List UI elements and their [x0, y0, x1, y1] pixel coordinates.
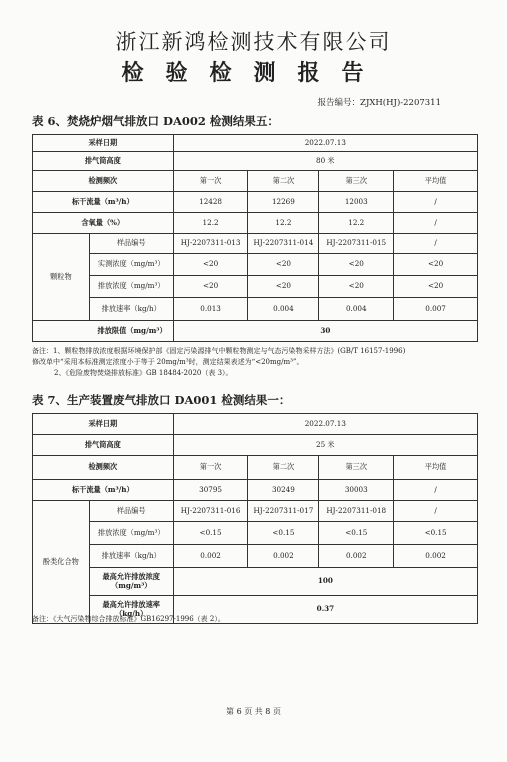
table6 — [32, 134, 478, 342]
table-row — [33, 321, 478, 342]
cell-value: 100 — [173, 568, 477, 596]
cell-value: 0.37 — [173, 596, 477, 624]
cell-value: <20 — [248, 254, 319, 276]
cell-value: / — [394, 192, 478, 213]
cell-label: 排放浓度（mg/m³） — [89, 276, 173, 298]
report-title: 检验检测报告 — [121, 61, 386, 86]
table-row — [33, 522, 478, 545]
cell-label: 采样日期 — [33, 135, 174, 152]
cell-label: 排放浓度（mg/m³） — [89, 522, 173, 545]
cell-value: 0.002 — [394, 545, 478, 568]
cell-value: 30 — [173, 321, 477, 342]
cell-value: / — [394, 234, 478, 254]
cell-value: 第一次 — [173, 171, 248, 192]
cell-value: <20 — [248, 276, 319, 298]
label-line: 最高允许排放速率 — [102, 600, 160, 610]
cell-value: <0.15 — [319, 522, 394, 545]
cell-label: 排放速率（kg/h） — [89, 298, 173, 321]
cell-value: HJ-2207311-016 — [173, 501, 248, 522]
table-row — [33, 213, 478, 234]
cell-value: <0.15 — [248, 522, 319, 545]
cell-value: 30003 — [319, 480, 394, 501]
cell-value: 12.2 — [319, 213, 394, 234]
page-number: 第 6 页 共 8 页 — [226, 707, 281, 716]
cell-label: 排气筒高度 — [33, 152, 174, 171]
cell-value: / — [394, 213, 478, 234]
cell-value: 12.2 — [248, 213, 319, 234]
cell-label: 样品编号 — [89, 234, 173, 254]
cell-value: 12.2 — [173, 213, 248, 234]
cell-value: 第二次 — [248, 171, 319, 192]
cell-value: 25 米 — [173, 435, 477, 456]
cell-value: 0.002 — [173, 545, 248, 568]
label-line: （mg/m³） — [111, 580, 152, 590]
cell-value: 第一次 — [173, 456, 248, 480]
cell-value: <20 — [319, 254, 394, 276]
cell-value: HJ-2207311-015 — [319, 234, 394, 254]
cell-label: 含氧量（%） — [33, 213, 174, 234]
cell-value: HJ-2207311-017 — [248, 501, 319, 522]
cell-label: 样品编号 — [89, 501, 173, 522]
cell-label: 采样日期 — [33, 414, 174, 435]
pollutant-cell: 酚类化合物 — [33, 501, 90, 624]
cell-value: <0.15 — [394, 522, 478, 545]
table6-note — [32, 346, 478, 379]
table-row — [33, 171, 478, 192]
cell-value: 30249 — [248, 480, 319, 501]
table-row — [33, 545, 478, 568]
label-line: （kg/h） — [115, 608, 148, 618]
table7 — [32, 413, 478, 624]
table-row — [33, 414, 478, 435]
cell-label: 标干流量（m³/h） — [33, 480, 174, 501]
company-name: 浙江新鸿检测技术有限公司 — [115, 30, 392, 54]
cell-value: <20 — [394, 276, 478, 298]
report-number: 报告编号：ZJXH(HJ)-2207311 — [317, 98, 441, 108]
cell-value: 2022.07.13 — [173, 414, 477, 435]
cell-value: 平均值 — [394, 456, 478, 480]
label-line: 最高允许排放浓度 — [102, 572, 160, 582]
cell-label: 排放速率（kg/h） — [89, 545, 173, 568]
cell-value: 第二次 — [248, 456, 319, 480]
cell-value: 80 米 — [173, 152, 477, 171]
cell-value: 平均值 — [394, 171, 478, 192]
table-row — [33, 501, 478, 522]
table-row — [33, 456, 478, 480]
table-row — [33, 276, 478, 298]
cell-value: <20 — [173, 254, 248, 276]
cell-value: 12428 — [173, 192, 248, 213]
cell-value: 0.004 — [248, 298, 319, 321]
table-row — [33, 435, 478, 456]
table6-title: 表 6、焚烧炉烟气排放口 DA002 检测结果五： — [32, 114, 279, 128]
cell-value: 第三次 — [319, 171, 394, 192]
table-row — [33, 234, 478, 254]
cell-value: 0.007 — [394, 298, 478, 321]
cell-value: 第三次 — [319, 456, 394, 480]
note-line: 修改单中“采用本标准测定浓度小于等于 20mg/m³时，测定结果表述为“<20mg/m³”。 — [32, 358, 304, 366]
cell-value: / — [394, 480, 478, 501]
note-line: 2、《危险废物焚烧排放标准》GB 18484-2020（表 3）。 — [54, 369, 233, 377]
table-row — [33, 152, 478, 171]
cell-label: 实测浓度（mg/m³） — [89, 254, 173, 276]
cell-value: 0.004 — [319, 298, 394, 321]
table7-title: 表 7、生产装置废气排放口 DA001 检测结果一： — [32, 393, 291, 407]
cell-value: HJ-2207311-018 — [319, 501, 394, 522]
table-row — [33, 254, 478, 276]
note-line: 备注：1、颗粒物排放浓度根据环境保护部《固定污染源排气中颗粒物测定与气态污染物采样方法》(GB/T 16157-1996) — [32, 347, 406, 355]
cell-value: <20 — [319, 276, 394, 298]
cell-value: <0.15 — [173, 522, 248, 545]
cell-value: / — [394, 501, 478, 522]
cell-value: <20 — [173, 276, 248, 298]
cell-value: 12003 — [319, 192, 394, 213]
cell-value: 12269 — [248, 192, 319, 213]
cell-value: HJ-2207311-013 — [173, 234, 248, 254]
pollutant-cell: 颗粒物 — [33, 234, 90, 321]
cell-value: 2022.07.13 — [173, 135, 477, 152]
cell-label: 排放限值（mg/m³） — [33, 321, 174, 342]
cell-label: 检测频次 — [33, 171, 174, 192]
cell-value: 0.002 — [319, 545, 394, 568]
cell-value: <20 — [394, 254, 478, 276]
cell-label — [89, 568, 173, 596]
cell-value: HJ-2207311-014 — [248, 234, 319, 254]
cell-label: 检测频次 — [33, 456, 174, 480]
cell-label: 排气筒高度 — [33, 435, 174, 456]
table-row — [33, 135, 478, 152]
table-row — [33, 192, 478, 213]
cell-value: 0.002 — [248, 545, 319, 568]
table-row — [33, 480, 478, 501]
table-row — [33, 568, 478, 596]
cell-value: 0.013 — [173, 298, 248, 321]
cell-value: 30795 — [173, 480, 248, 501]
cell-label: 标干流量（m³/h） — [33, 192, 174, 213]
table7-note: 备注：《大气污染物综合排放标准》GB16297-1996（表 2）。 — [32, 615, 225, 623]
table-row — [33, 298, 478, 321]
